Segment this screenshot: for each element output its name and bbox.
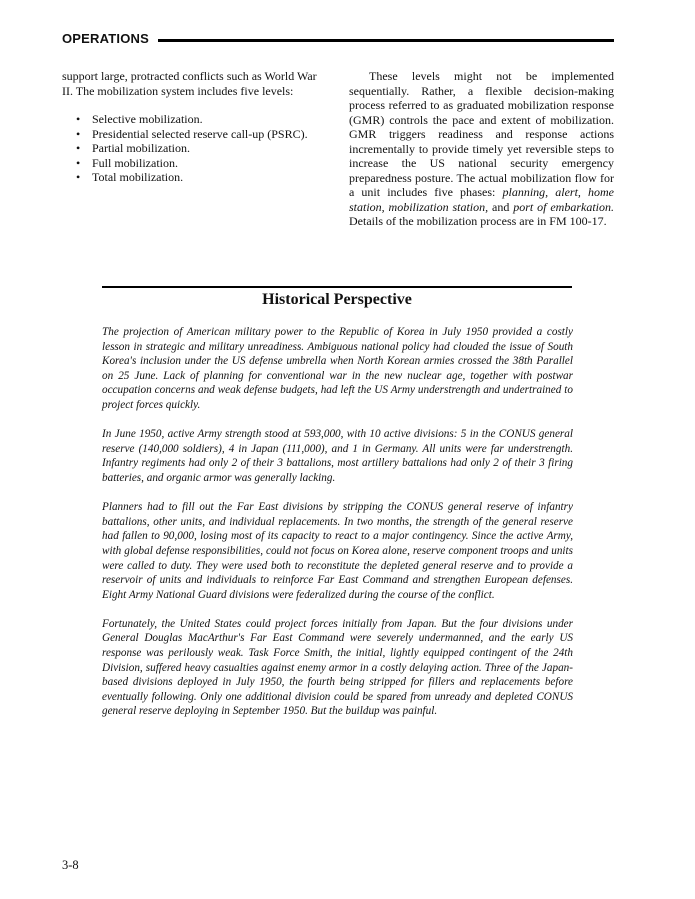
intro-line-2: II. The mobilization system includes five levels:	[62, 83, 294, 98]
port-italic: port of embarkation.	[513, 199, 614, 214]
list-item: • Full mobilization.	[76, 155, 178, 170]
bullet-icon: •	[76, 126, 81, 141]
mobilization-levels-list	[62, 112, 326, 185]
hp-paragraph-3: Planners had to fill out the Far East divisions by stripping the CONUS general reserve of infantry battalions, other units, and individual replacements. In two months, the strength of the general reserve had fallen to 90,000, losing most of its capacity to react to a major contingency. Since the active Army, with global defense responsibilities, could not focus on Korea alone, reserve component troops and units were called to duty. They were used both to reconstitute the depleted general reserve and to provide a reservoir of units and individuals to reinforce Far East Command and strengthen European defenses. Eight Army National Guard divisions were federalized during the course of the conflict.	[102, 501, 573, 601]
phases-italic: planning, alert, home station, mobilization station,	[349, 185, 615, 214]
section-title: OPERATIONS	[62, 31, 149, 46]
list-item: • Presidential selected reserve call-up (PSRC).	[76, 126, 308, 141]
bullet-icon: •	[76, 141, 81, 155]
hp-paragraph-2: In June 1950, active Army strength stood at 593,000, with 10 active divisions: 5 in the CONUS general reserve (140,000 soldiers), 4 in Japan (111,000), and 1 in Germany. All units were far understrength. Infantry regiments had only 2 of their 3 battalions, most artillery battalions had only 2 of their 3 firing batteries, and organic armor was generally lacking.	[102, 428, 573, 484]
bullet-icon: •	[76, 170, 81, 184]
historical-perspective-title: Historical Perspective	[262, 291, 412, 308]
page-header	[62, 31, 614, 51]
historical-perspective-rule	[102, 286, 572, 288]
list-item: • Partial mobilization.	[76, 141, 190, 155]
bullet-icon: •	[76, 112, 81, 126]
mobilization-paragraph: These levels might not be implemented sequentially. Rather, a flexible decision-making process referred to as graduated mobilization response (GMR) controls the pace and extent of mobilization. GMR triggers readiness and response actions incrementally to provide timely yet reversible steps to increase the US national security emergency preparedness posture. The actual mobilization flow for a unit includes five phases: planning, alert, home station, mobilization station, and port of embarkation. Details of the mobilization process are in FM 100-17.	[349, 69, 615, 228]
header-rule	[158, 39, 614, 42]
list-item: • Total mobilization.	[76, 170, 184, 184]
hp-paragraph-4: Fortunately, the United States could project forces initially from Japan. But the four divisions under General Douglas MacArthur's Far East Command were severely undermanned, and the early US response was perilously weak. Task Force Smith, the initial, lightly equipped contingent of the 24th Division, suffered heavy casualties against enemy armor in a costly delaying action. Three of the Japan-based divisions deployed in July 1950, the fourth being stripped for fillers and replacements before eventually following. Only one additional division could be spared from unready and depleted CONUS general reserve deploying in September 1950. But the buildup was painful.	[102, 617, 573, 718]
page-number: 3-8	[62, 858, 79, 872]
list-item: • Selective mobilization.	[76, 112, 203, 126]
hp-paragraph-1: The projection of American military power to the Republic of Korea in July 1950 provided a costly lesson in strategic and military unreadiness. Ambiguous national policy had clouded the issue of South Korea's inclusion under the US defense umbrella when North Korean armies crossed the 38th Parallel on 25 June. Lack of planning for conventional war in the new nuclear age, together with postwar occupation concerns and weak defense budgets, had left the US Army understrength and undertrained to project forces quickly.	[102, 326, 573, 411]
intro-line-1: support large, protracted conflicts such as World War	[62, 69, 317, 83]
historical-perspective-body	[102, 325, 573, 734]
left-column	[62, 69, 326, 185]
bullet-icon: •	[76, 155, 81, 170]
right-column	[349, 69, 614, 229]
